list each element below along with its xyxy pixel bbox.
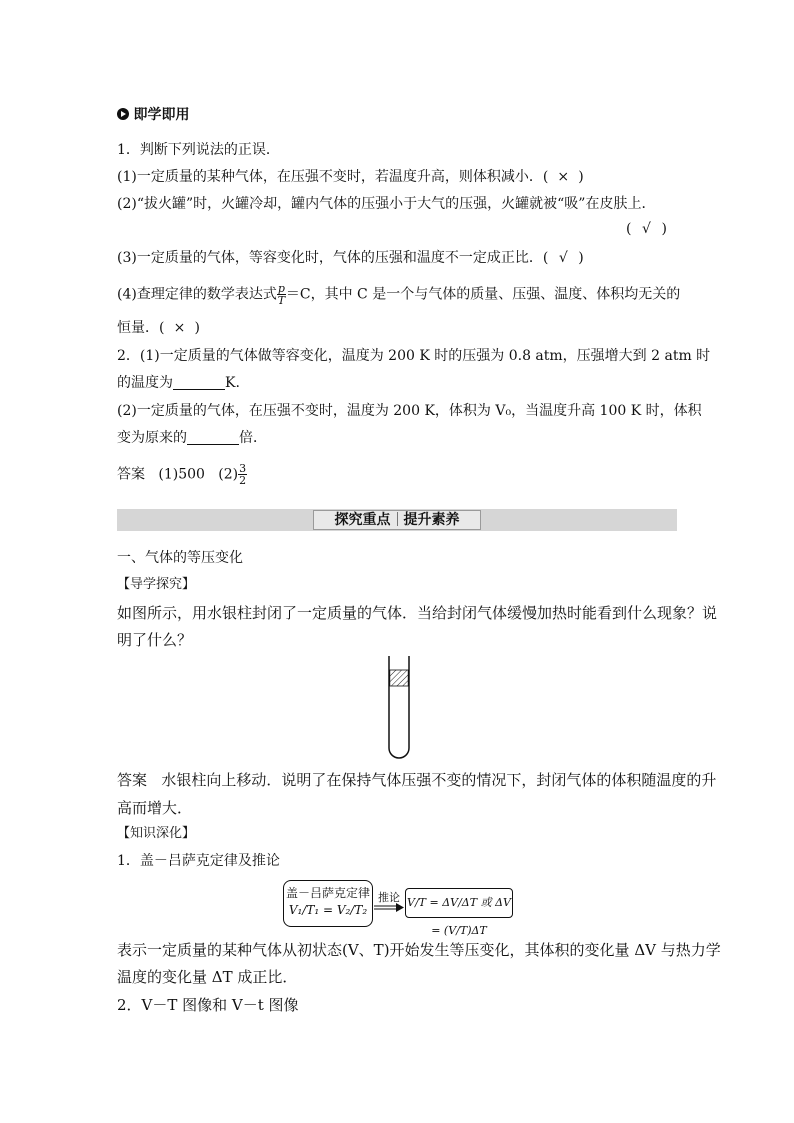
- q2-line-3: (2)一定质量的气体，在压强不变时，温度为 200 K，体积为 V₀，当温度升高 100 K 时，体积: [117, 403, 702, 419]
- q1-statement-2-mark: ( √ ): [626, 221, 667, 237]
- play-circle-icon: [117, 108, 129, 120]
- law-heading: 1．盖－吕萨克定律及推论: [117, 853, 280, 869]
- q1-statement-4: (4)查理定律的数学表达式 $\frac{p}{T}$ ＝C，其中 C 是一个与气体的质量、压强、温度、体积均无关的: [117, 282, 681, 307]
- part1-answer-line-1: 答案 水银柱向上移动．说明了在保持气体压强不变的情况下，封闭气体的体积随温度的升: [117, 771, 717, 789]
- answer-blank: [187, 430, 239, 445]
- guide-label: 【导学探究】: [117, 577, 196, 592]
- q1-statement-2: (2)“拔火罐”时，火罐冷却，罐内气体的压强小于大气的压强，火罐就被“吸”在皮肤上．: [117, 196, 656, 212]
- question-line-2: 明了什么？: [117, 631, 193, 649]
- q2-line-4: 变为原来的 倍．: [117, 430, 267, 446]
- q1-statement-4-cont: 恒量．( × ): [117, 320, 200, 336]
- gay-lussac-law-box: 盖－吕萨克定律 V₁/T₁ = V₂/T₂: [283, 880, 373, 927]
- description-line-2: 温度的变化量 ΔT 成正比．: [117, 968, 298, 986]
- q2-answer: 答案 (1)500 (2) $\frac{3}{2}$: [117, 462, 247, 487]
- section-header-title: 即学即用: [133, 107, 190, 123]
- q1-statement-3: (3)一定质量的气体，等容变化时，气体的压强和温度不一定成正比．( √ ): [117, 250, 584, 266]
- answer-blank: [173, 375, 225, 390]
- q2-line-1: 2．(1)一定质量的气体做等容变化，温度为 200 K 时的压强为 0.8 atm，压强增大到 2 atm 时: [117, 348, 711, 364]
- question-line-1: 如图所示，用水银柱封闭了一定质量的气体．当给封闭气体缓慢加热时能看到什么现象？说: [117, 604, 718, 622]
- q2-line-2: 的温度为 K.: [117, 375, 240, 391]
- part1-answer-line-2: 高而增大．: [117, 799, 193, 817]
- part1-heading: 一、气体的等压变化: [117, 550, 243, 566]
- q1-intro: 1．判断下列说法的正误．: [117, 142, 280, 158]
- inference-arrow: 推论: [374, 892, 404, 914]
- fraction-three-halves: $\frac{3}{2}$: [239, 462, 247, 487]
- inference-result-box: V/T = ΔV/ΔT 或 ΔV = (V/T)ΔT: [405, 888, 513, 918]
- fraction-p-over-t: $\frac{p}{T}$: [277, 282, 286, 307]
- deep-label: 【知识深化】: [117, 826, 196, 841]
- graph-heading: 2．V－T 图像和 V－t 图像: [117, 996, 299, 1014]
- test-tube-figure: [387, 656, 411, 760]
- description-line-1: 表示一定质量的某种气体从初状态(V、T)开始发生等压变化，其体积的变化量 ΔV 与热力学: [117, 941, 721, 959]
- section-banner-title: 探究重点 提升素养: [313, 510, 481, 530]
- section-header: [117, 104, 189, 124]
- q1-statement-1: (1)一定质量的某种气体，在压强不变时，若温度升高，则体积减小．( × ): [117, 169, 584, 185]
- mercury-column: [390, 670, 408, 686]
